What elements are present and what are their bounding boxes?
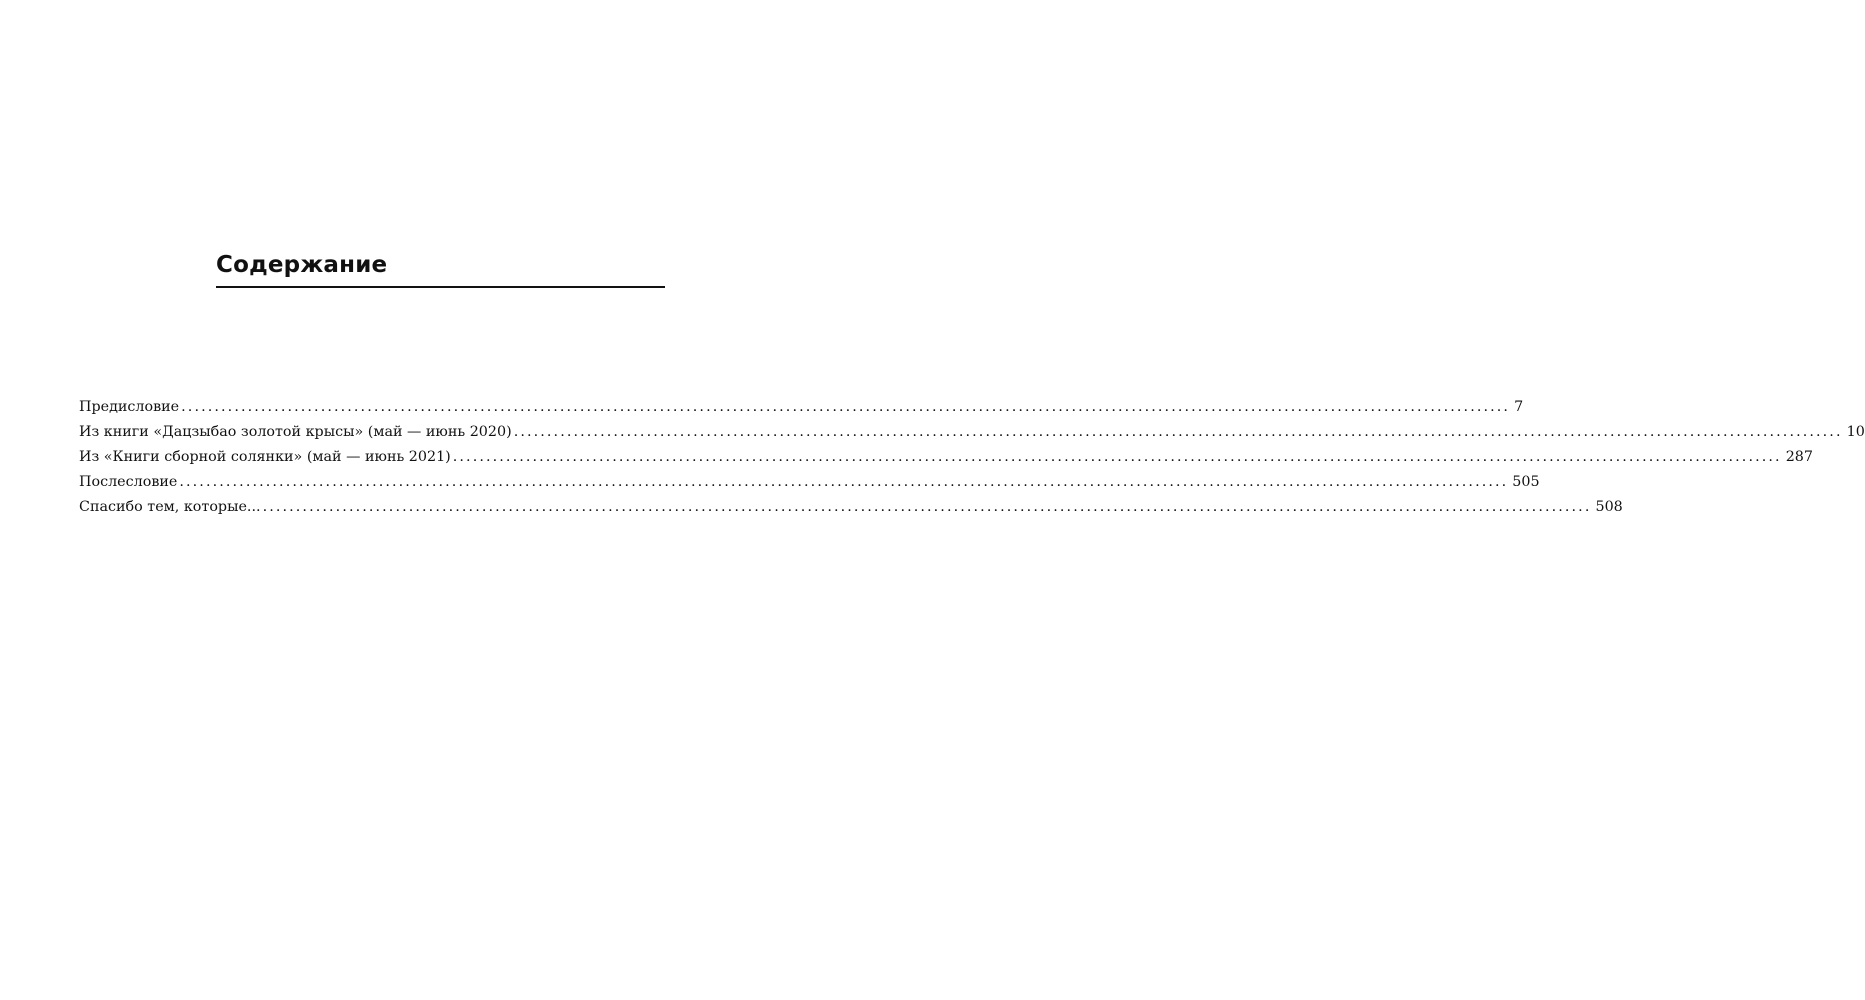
toc-entry-solyanka[interactable]	[79, 445, 1813, 470]
toc-entry-golden-rat[interactable]	[79, 420, 1865, 445]
dot-leader: ........................................................................................................................................................................................................	[262, 499, 1592, 515]
toc-entry-page-number: 508	[1595, 499, 1623, 515]
toc-entry-page-number: 7	[1514, 399, 1524, 415]
toc-entry-page-number: 287	[1785, 449, 1813, 465]
page-title: Содержание	[216, 252, 388, 278]
toc-entry-acknowledgements[interactable]	[79, 495, 1623, 520]
toc-entry-page-number: 10	[1846, 424, 1865, 440]
toc-entry-label: Предисловие	[79, 399, 180, 415]
toc-entry-label: Из книги «Дацзыбао золотой крысы» (май — июнь 2020)	[79, 424, 512, 440]
dot-leader: ........................................................................................................................................................................................................	[452, 449, 1782, 465]
toc-entry-preface[interactable]	[79, 395, 1524, 420]
table-of-contents	[79, 395, 1865, 520]
dot-leader: ........................................................................................................................................................................................................	[513, 424, 1843, 440]
toc-entry-label: Послесловие	[79, 474, 178, 490]
toc-entry-label: Спасибо тем, которые...	[79, 499, 261, 515]
toc-entry-afterword[interactable]	[79, 470, 1540, 495]
title-underline	[216, 286, 665, 288]
toc-entry-label: Из «Книги сборной солянки» (май — июнь 2021)	[79, 449, 451, 465]
dot-leader: ........................................................................................................................................................................................................	[179, 474, 1509, 490]
toc-entry-page-number: 505	[1512, 474, 1540, 490]
dot-leader: ........................................................................................................................................................................................................	[181, 399, 1511, 415]
